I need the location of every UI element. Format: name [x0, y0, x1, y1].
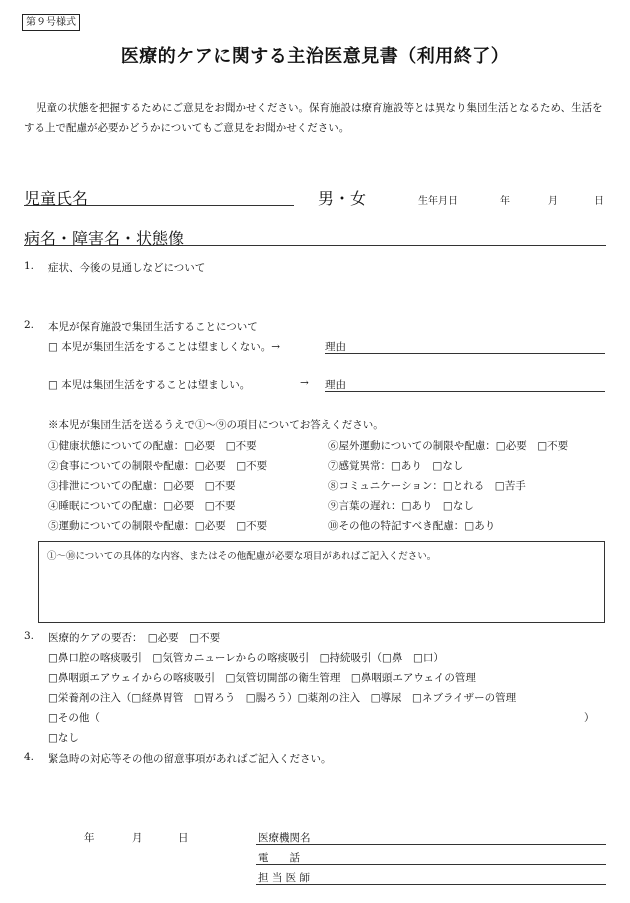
item-6[interactable]: ⑥屋外運動についての制限や配慮：□必要 □不要: [328, 440, 569, 452]
item-1[interactable]: ①健康状態についての配慮：□必要 □不要: [48, 440, 257, 452]
section-1-text: 症状、今後の見通しなどについて: [48, 262, 206, 274]
care-required[interactable]: 医療的ケアの要否： □必要 □不要: [48, 632, 221, 644]
item-5[interactable]: ⑤運動についての制限や配慮：□必要 □不要: [48, 520, 268, 532]
arrow-b: →: [300, 377, 309, 389]
reason-field-a[interactable]: [325, 353, 605, 354]
item-8[interactable]: ⑧コミュニケーション：□とれる □苦手: [328, 480, 526, 492]
item-4[interactable]: ④睡眠についての配慮：□必要 □不要: [48, 500, 236, 512]
doctor-label: 担 当 医 師: [258, 872, 311, 884]
child-name-label: 児童氏名: [24, 189, 89, 208]
details-textbox-prompt: ①～⑩についての具体的な内容、またはその他配慮が必要な項目があればご記入ください。: [47, 551, 437, 562]
option-desirable[interactable]: □ 本児は集団生活をすることは望ましい。: [48, 379, 251, 391]
page-title: 医療的ケアに関する主治医意見書（利用終了）: [120, 46, 510, 67]
section-4-number: 4.: [24, 751, 35, 763]
section-2-number: 2.: [24, 319, 35, 331]
care-other-close: ）: [584, 712, 595, 724]
phone-field[interactable]: [256, 864, 606, 865]
item-3[interactable]: ③排泄についての配慮：□必要 □不要: [48, 480, 236, 492]
reason-label-b: 理由: [325, 379, 346, 391]
footer-year: 年: [84, 832, 95, 844]
reason-label-a: 理由: [325, 341, 346, 353]
footer-month: 月: [132, 832, 143, 844]
section-1-number: 1.: [24, 260, 35, 272]
birth-date-label: 生年月日: [418, 196, 458, 207]
item-2[interactable]: ②食事についての制限や配慮：□必要 □不要: [48, 460, 268, 472]
birth-month-label: 月: [548, 196, 558, 207]
intro-text: 児童の状態を把握するためにご意見をお聞かせください。保育施設は療育施設等とは異なり集団生活となるため、生活をする上で配慮が必要かどうかについてもご意見をお聞かせください。: [24, 102, 603, 134]
section-3-number: 3.: [24, 630, 35, 642]
condition-label: 病名・障害名・状態像: [24, 229, 185, 248]
section-4-text: 緊急時の対応等その他の留意事項があればご記入ください。: [48, 753, 332, 765]
care-none[interactable]: □なし: [48, 732, 79, 744]
sex-select[interactable]: 男・女: [318, 189, 367, 208]
item-7[interactable]: ⑦感覚異常：□あり □なし: [328, 460, 464, 472]
item-10[interactable]: ⑩その他の特記すべき配慮：□あり: [328, 520, 496, 532]
care-options-row-3[interactable]: □栄養剤の注入（□経鼻胃管 □胃ろう □腸ろう）□薬剤の注入 □導尿 □ネブライザーの管理: [48, 692, 517, 704]
doctor-field[interactable]: [256, 884, 606, 885]
care-options-row-2[interactable]: □鼻咽頭エアウェイからの喀痰吸引 □気管切開部の衛生管理 □鼻咽頭エアウェイの管理: [48, 672, 476, 684]
institution-field[interactable]: [256, 844, 606, 845]
birth-year-label: 年: [500, 196, 510, 207]
care-other[interactable]: □その他（: [48, 712, 100, 724]
item-9[interactable]: ⑨言葉の遅れ：□あり □なし: [328, 500, 474, 512]
condition-field[interactable]: [24, 245, 606, 246]
form-number: 第９号様式: [22, 14, 80, 31]
phone-label: 電 話: [258, 852, 300, 864]
care-options-row-1[interactable]: □鼻口腔の喀痰吸引 □気管カニューレからの喀痰吸引 □持続吸引（□鼻 □口）: [48, 652, 444, 664]
option-not-desirable[interactable]: □ 本児が集団生活をすることは望ましくない。→: [48, 341, 281, 353]
section-2-note: ※本児が集団生活を送るうえで①～⑨の項目についてお答えください。: [48, 419, 384, 431]
details-textbox[interactable]: [38, 541, 605, 623]
reason-field-b[interactable]: [325, 391, 605, 392]
section-2-text: 本児が保育施設で集団生活することについて: [48, 321, 258, 333]
birth-day-label: 日: [594, 196, 604, 207]
child-name-field[interactable]: [24, 205, 294, 206]
institution-label: 医療機関名: [258, 832, 311, 844]
footer-day: 日: [178, 832, 189, 844]
